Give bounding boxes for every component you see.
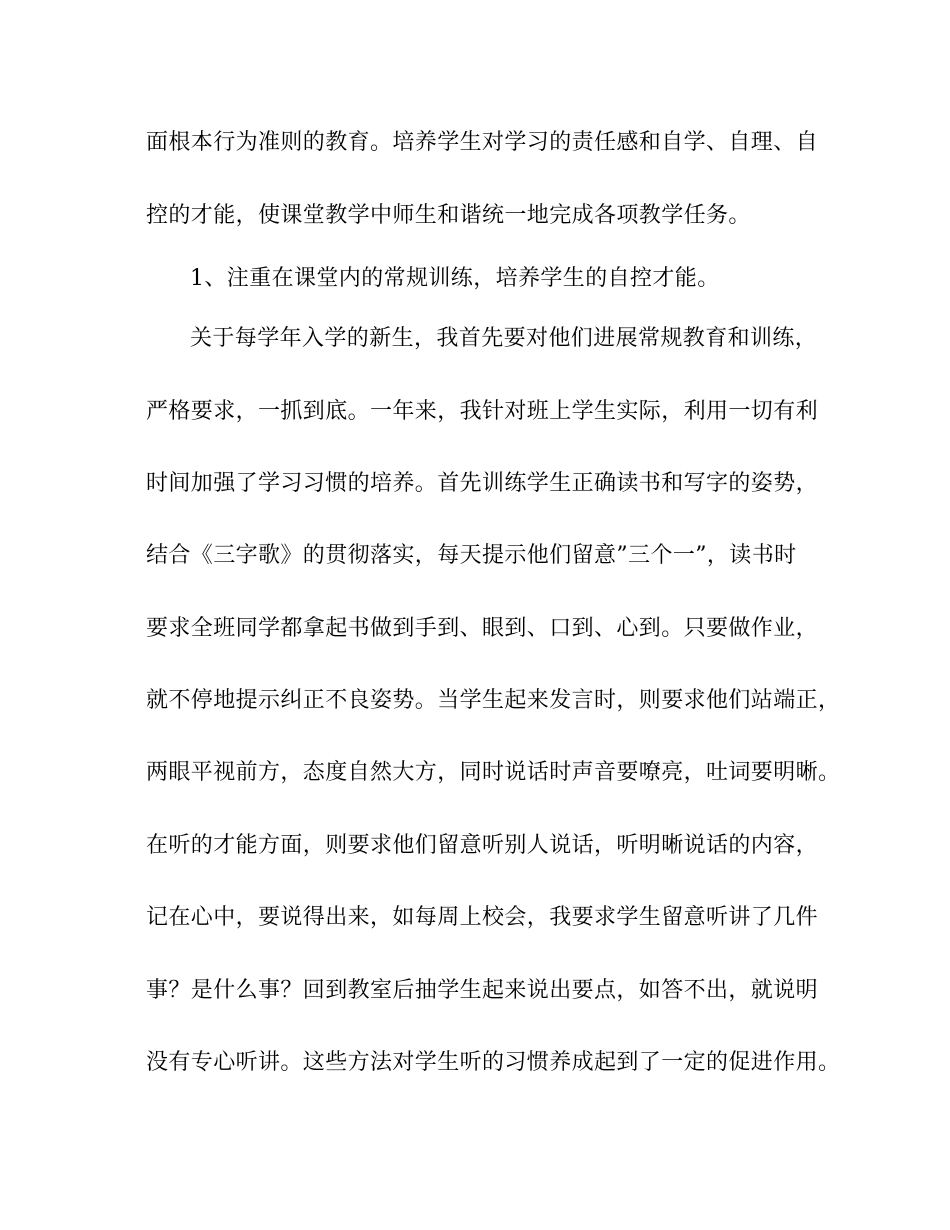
text-line: 事？是什么事？回到教室后抽学生起来说出要点，如答不出，就说明 [146, 978, 819, 1003]
text-line: 关于每学年入学的新生，我首先要对他们进展常规教育和训练， [190, 326, 818, 351]
text-line: 控的才能，使课堂教学中师生和谐统一地完成各项教学任务。 [146, 203, 751, 228]
text-line: 结合《三字歌》的贯彻落实，每天提示他们留意”三个一”，读书时 [146, 543, 797, 568]
text-line: 时间加强了学习习惯的培养。首先训练学生正确读书和写字的姿势， [146, 471, 819, 496]
text-line: 要求全班同学都拿起书做到手到、眼到、口到、心到。只要做作业， [146, 616, 819, 641]
text-line: 记在心中，要说得出来，如每周上校会，我要求学生留意听讲了几件 [146, 905, 819, 930]
text-line: 就不停地提示纠正不良姿势。当学生起来发言时，则要求他们站端正， [146, 688, 841, 713]
text-line: 在听的才能方面，则要求他们留意听别人说话，听明晰说话的内容， [146, 833, 819, 858]
text-line: 严格要求，一抓到底。一年来，我针对班上学生实际，利用一切有利 [146, 399, 819, 424]
text-line: 面根本行为准则的教育。培养学生对学习的责任感和自学、自理、自 [146, 130, 819, 155]
text-line: 没有专心听讲。这些方法对学生听的习惯养成起到了一定的促进作用。 [146, 1050, 841, 1075]
text-line: 1、注重在课堂内的常规训练，培养学生的自控才能。 [190, 266, 720, 291]
text-line: 两眼平视前方，态度自然大方，同时说话时声音要嘹亮，吐词要明晰。 [146, 760, 841, 785]
